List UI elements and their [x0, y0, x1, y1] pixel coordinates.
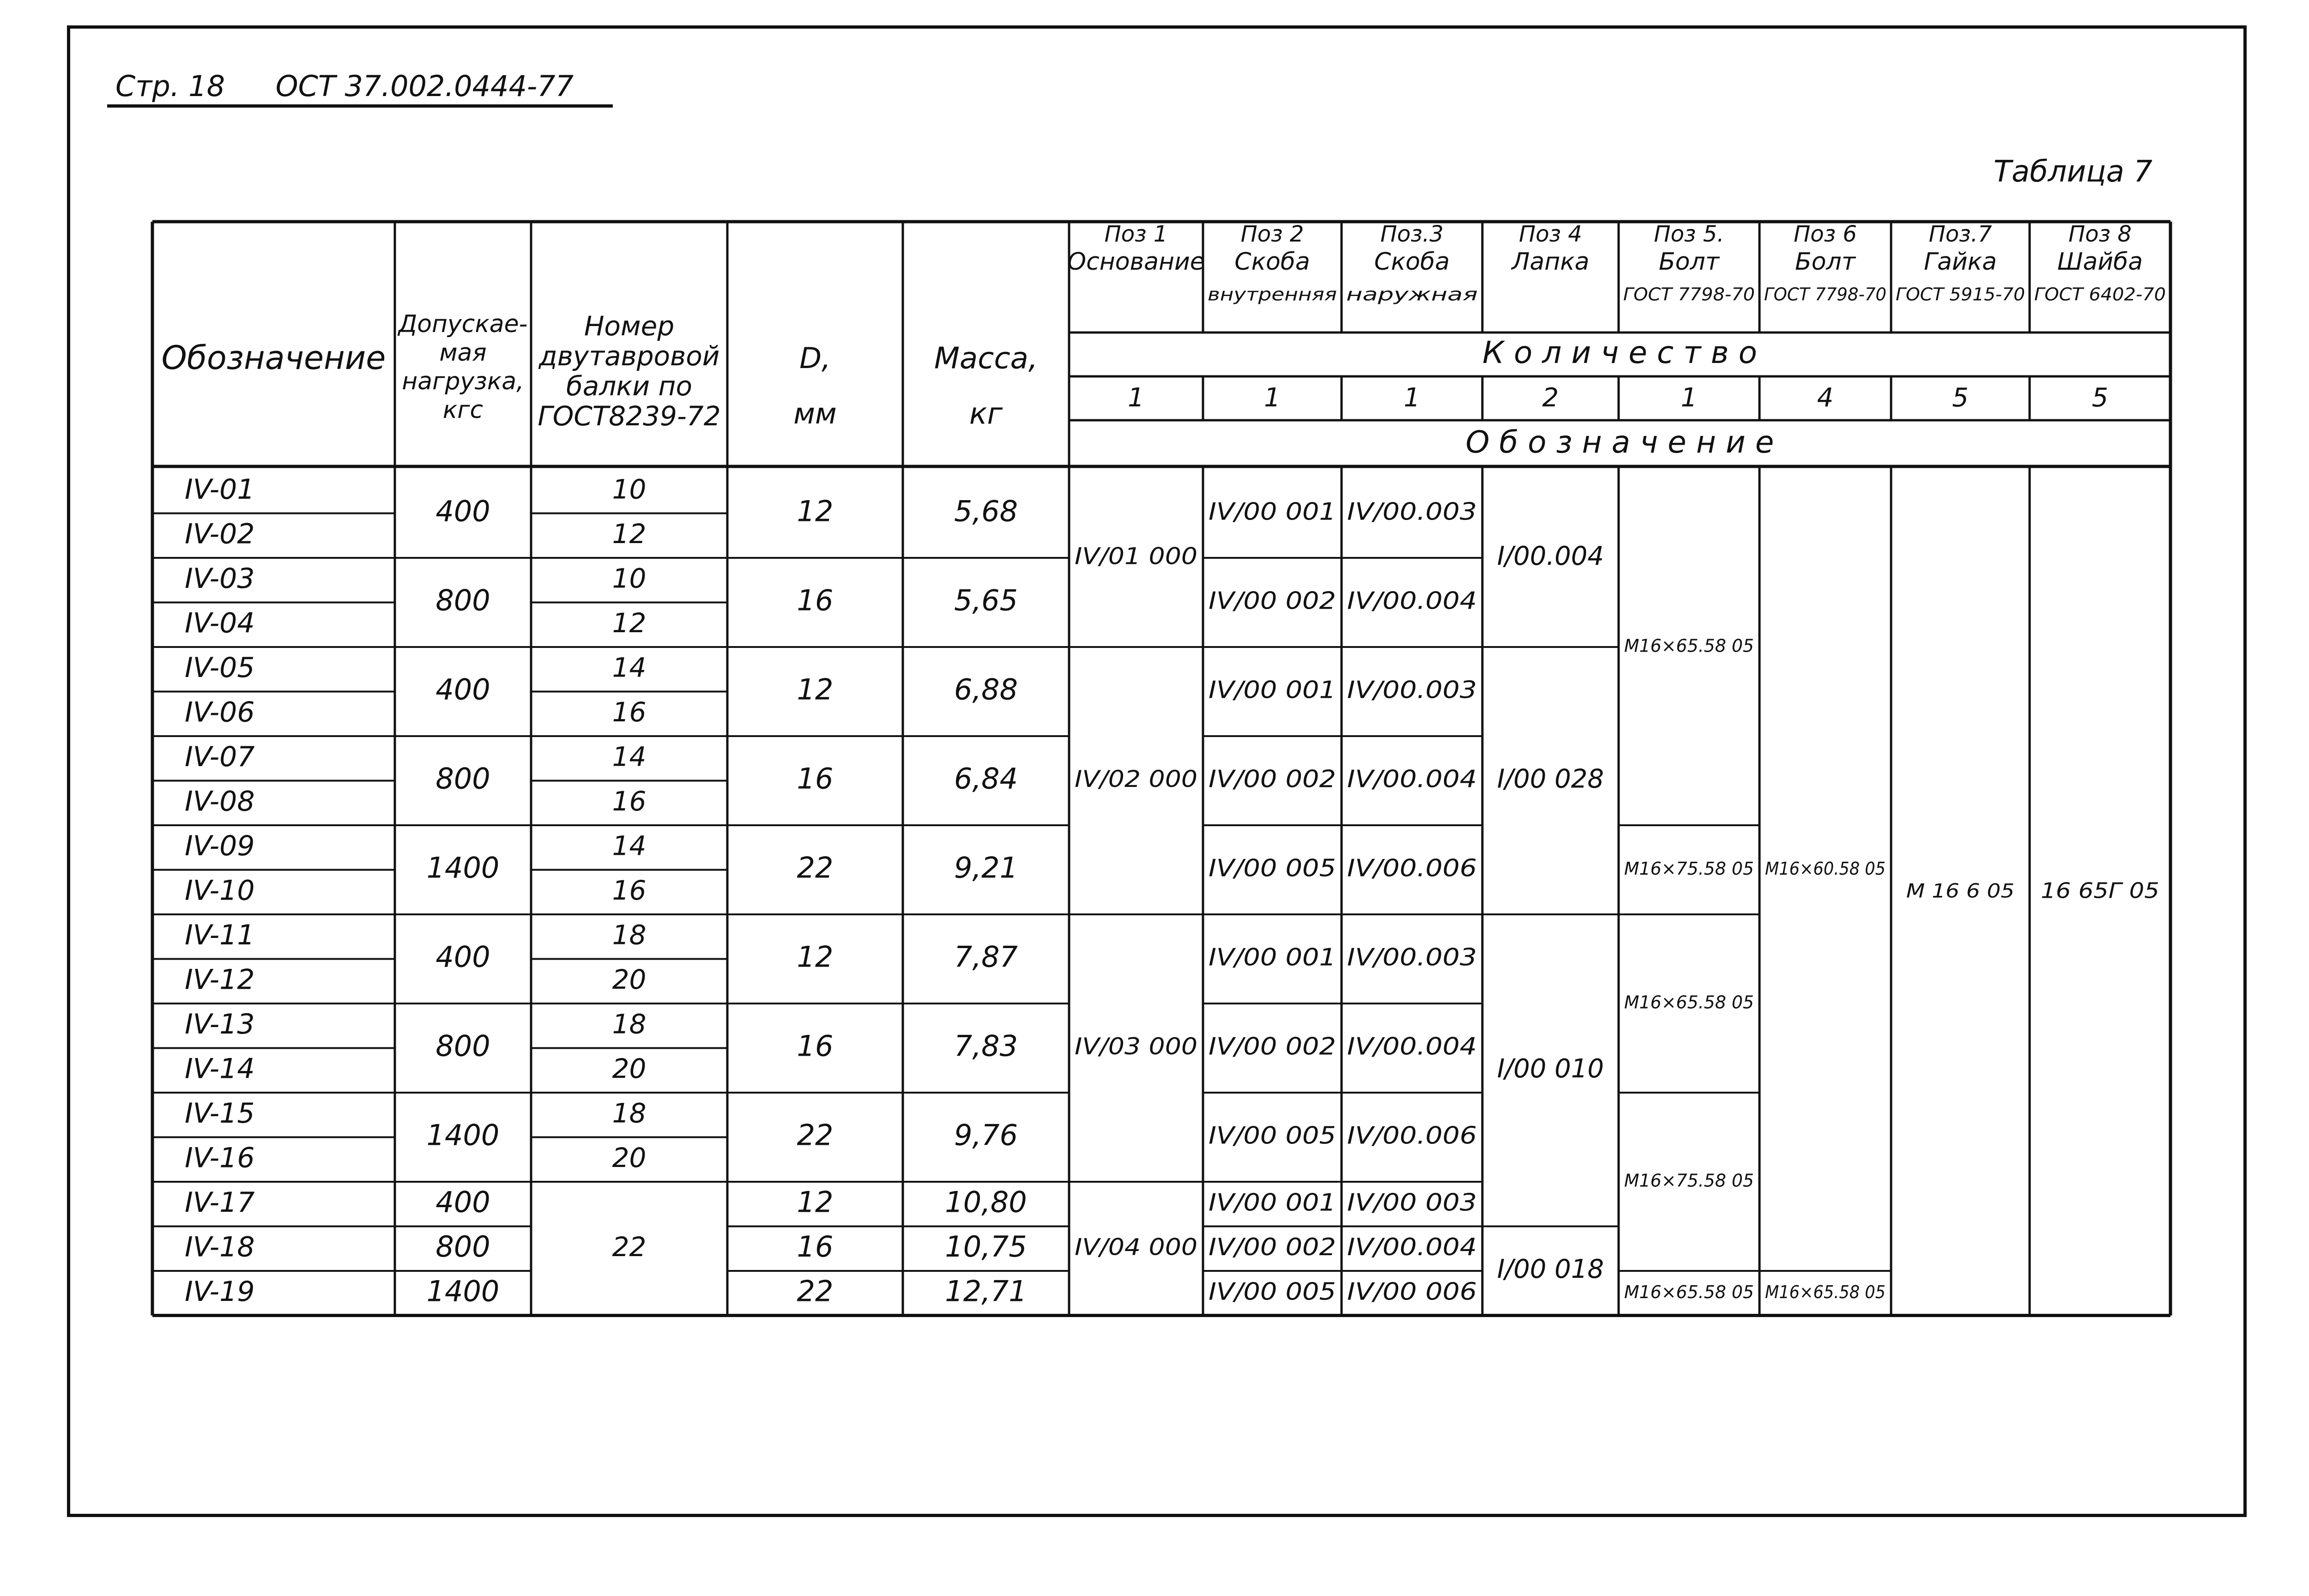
quantity-label: К о л и ч е с т в о [1482, 335, 1757, 371]
row-designation: IV-14 [185, 1052, 255, 1085]
col-header-d: D, [799, 341, 831, 375]
mass-value: 12,71 [945, 1274, 1027, 1308]
load-value: 800 [435, 762, 490, 796]
col-header-mass: Масса, [934, 341, 1038, 376]
pos2-designation: IV/00 002 [1209, 587, 1336, 615]
mass-value: 10,75 [945, 1229, 1027, 1264]
beam-number: 22 [612, 1231, 647, 1263]
quantity-value: 1 [1128, 383, 1144, 413]
load-value: 1400 [426, 1118, 500, 1152]
mass-value: 10,80 [945, 1185, 1027, 1219]
pos2-designation: IV/00 002 [1209, 1033, 1336, 1061]
diameter-value: 22 [797, 1274, 834, 1308]
standard-number: ОСТ 37.002.0444-77 [275, 69, 574, 103]
row-designation: IV-03 [185, 562, 255, 595]
load-value: 400 [435, 1185, 490, 1219]
beam-number: 14 [612, 652, 647, 683]
diameter-value: 12 [797, 494, 834, 528]
pos3-designation: IV/00 006 [1347, 1278, 1477, 1306]
beam-number: 16 [612, 874, 647, 906]
load-value: 400 [435, 672, 490, 707]
load-value: 800 [435, 583, 490, 617]
pos6-bolt: M16×65.58 05 [1765, 1282, 1886, 1302]
position-standard: ГОСТ 5915-70 [1896, 284, 2025, 305]
col-header-load: кгс [442, 396, 484, 424]
pos5-bolt: M16×75.58 05 [1624, 1170, 1754, 1191]
position-name: Гайка [1924, 248, 1997, 276]
pos1-designation: IV/02 000 [1075, 766, 1197, 792]
mass-value: 7,83 [954, 1029, 1018, 1063]
mass-value: 5,68 [954, 494, 1018, 528]
position-standard: ГОСТ 7798-70 [1623, 284, 1755, 305]
pos3-designation: IV/00.003 [1347, 498, 1477, 526]
pos4-designation: I/00 018 [1497, 1254, 1604, 1285]
beam-number: 20 [612, 1052, 647, 1084]
beam-number: 20 [612, 963, 647, 995]
beam-number: 14 [612, 741, 647, 773]
row-designation: IV-09 [185, 829, 255, 862]
row-designation: IV-19 [185, 1275, 255, 1308]
position-number: Поз.7 [1928, 221, 1992, 247]
diameter-value: 16 [797, 583, 834, 617]
pos2-designation: IV/00 002 [1209, 765, 1336, 793]
col-header-d: мм [793, 397, 837, 431]
diameter-value: 12 [797, 940, 834, 974]
quantity-value: 2 [1542, 383, 1559, 413]
position-standard: ГОСТ 6402-70 [2034, 284, 2166, 305]
beam-number: 12 [612, 607, 647, 639]
diameter-value: 12 [797, 672, 834, 707]
pos3-designation: IV/00 003 [1347, 1189, 1477, 1217]
row-designation: IV-12 [185, 963, 255, 996]
beam-number: 10 [612, 473, 647, 505]
row-designation: IV-16 [185, 1142, 255, 1174]
load-value: 1400 [426, 851, 500, 885]
row-designation: IV-01 [185, 473, 255, 506]
load-value: 400 [435, 940, 490, 974]
beam-number: 14 [612, 830, 647, 862]
row-designation: IV-17 [185, 1186, 255, 1219]
diameter-value: 22 [797, 1118, 834, 1152]
pos3-designation: IV/00.006 [1347, 1122, 1477, 1150]
row-designation: IV-05 [185, 651, 255, 684]
row-designation: IV-06 [185, 696, 255, 729]
load-value: 1400 [426, 1274, 500, 1308]
quantity-value: 4 [1817, 383, 1834, 413]
row-designation: IV-07 [185, 740, 255, 773]
position-name: Скоба [1374, 248, 1450, 276]
pos7-nut: M 16 6 05 [1906, 879, 2015, 902]
beam-number: 12 [612, 518, 647, 550]
beam-number: 18 [612, 919, 647, 951]
pos2-designation: IV/00 001 [1209, 498, 1336, 526]
quantity-value: 1 [1264, 383, 1281, 413]
position-number: Поз 2 [1240, 221, 1304, 247]
mass-value: 6,88 [954, 672, 1018, 707]
pos1-designation: IV/03 000 [1075, 1033, 1197, 1060]
quantity-value: 5 [2091, 383, 2109, 413]
pos3-designation: IV/00.004 [1347, 1233, 1477, 1261]
beam-number: 10 [612, 562, 647, 594]
page-number: Стр. 18 [115, 69, 225, 103]
pos2-designation: IV/00 002 [1209, 1233, 1336, 1261]
pos5-bolt: M16×75.58 05 [1624, 858, 1754, 879]
mass-value: 6,84 [954, 762, 1018, 796]
position-standard: наружная [1346, 284, 1478, 305]
row-designation: IV-13 [185, 1008, 255, 1040]
pos1-designation: IV/04 000 [1075, 1233, 1197, 1261]
pos3-designation: IV/00.003 [1347, 676, 1477, 704]
mass-value: 7,87 [954, 940, 1018, 974]
diameter-value: 22 [797, 851, 834, 885]
position-standard: ГОСТ 7798-70 [1764, 284, 1886, 305]
pos4-designation: I/00 010 [1497, 1053, 1604, 1084]
col-header-beam: ГОСТ8239-72 [538, 400, 721, 432]
quantity-value: 1 [1680, 383, 1698, 413]
position-number: Поз 4 [1519, 221, 1582, 247]
position-name: Скоба [1234, 248, 1310, 276]
pos2-designation: IV/00 001 [1209, 1189, 1336, 1217]
pos2-designation: IV/00 001 [1209, 943, 1336, 972]
table-title: Таблица 7 [1993, 155, 2152, 189]
row-designation: IV-08 [185, 785, 255, 818]
pos8-washer: 16 65Г 05 [2041, 878, 2159, 903]
quantity-value: 1 [1403, 383, 1420, 413]
pos3-designation: IV/00.004 [1347, 1033, 1477, 1061]
pos5-bolt: M16×65.58 05 [1624, 992, 1754, 1013]
row-designation: IV-04 [185, 607, 255, 640]
designation-label: О б о з н а ч е н и е [1465, 424, 1774, 460]
col-header-beam: двутавровой [538, 340, 720, 372]
quantity-value: 5 [1952, 383, 1969, 413]
pos4-designation: I/00.004 [1497, 541, 1604, 572]
load-value: 800 [435, 1029, 490, 1063]
diameter-value: 16 [797, 762, 834, 796]
mass-value: 5,65 [954, 583, 1018, 617]
pos5-bolt: M16×65.58 05 [1624, 635, 1754, 656]
mass-value: 9,21 [954, 851, 1018, 885]
pos1-designation: IV/01 000 [1075, 543, 1197, 570]
position-number: Поз 6 [1794, 221, 1857, 247]
col-header-load: нагрузка, [402, 368, 524, 395]
position-name: Болт [1795, 248, 1856, 276]
row-designation: IV-02 [185, 518, 255, 550]
diameter-value: 16 [797, 1229, 834, 1264]
beam-number: 16 [612, 785, 647, 817]
beam-number: 16 [612, 696, 647, 728]
col-header-designation: Обозначение [161, 339, 386, 377]
beam-number: 18 [612, 1097, 647, 1129]
diameter-value: 12 [797, 1185, 834, 1219]
position-name: Болт [1658, 248, 1720, 276]
load-value: 800 [435, 1229, 490, 1264]
col-header-load: мая [439, 339, 487, 367]
beam-number: 18 [612, 1008, 647, 1040]
pos3-designation: IV/00.006 [1347, 854, 1477, 883]
row-designation: IV-15 [185, 1097, 255, 1130]
pos2-designation: IV/00 001 [1209, 676, 1336, 704]
mass-value: 9,76 [954, 1118, 1018, 1152]
col-header-beam: Номер [584, 310, 675, 342]
diameter-value: 16 [797, 1029, 834, 1063]
position-number: Поз 1 [1104, 221, 1168, 247]
col-header-load: Допускае- [398, 310, 528, 338]
row-designation: IV-11 [185, 919, 255, 951]
pos3-designation: IV/00.003 [1347, 943, 1477, 972]
pos6-bolt: M16×60.58 05 [1765, 858, 1886, 879]
pos5-bolt: M16×65.58 05 [1624, 1282, 1754, 1302]
pos2-designation: IV/00 005 [1209, 1122, 1336, 1150]
position-number: Поз 5. [1654, 221, 1724, 247]
position-number: Поз 8 [2068, 221, 2132, 247]
row-designation: IV-18 [185, 1231, 255, 1264]
pos2-designation: IV/00 005 [1209, 854, 1336, 883]
position-number: Поз.3 [1380, 221, 1444, 247]
position-name: Основание [1067, 248, 1205, 276]
col-header-mass: кг [969, 397, 1003, 431]
load-value: 400 [435, 494, 490, 528]
position-name: Шайба [2057, 248, 2143, 276]
col-header-beam: балки по [566, 370, 692, 402]
row-designation: IV-10 [185, 874, 255, 907]
beam-number: 20 [612, 1142, 647, 1173]
pos3-designation: IV/00.004 [1347, 765, 1477, 793]
position-standard: внутренняя [1208, 284, 1337, 305]
position-name: Лапка [1511, 248, 1590, 276]
pos2-designation: IV/00 005 [1209, 1278, 1336, 1306]
pos3-designation: IV/00.004 [1347, 587, 1477, 615]
pos4-designation: I/00 028 [1497, 764, 1604, 794]
